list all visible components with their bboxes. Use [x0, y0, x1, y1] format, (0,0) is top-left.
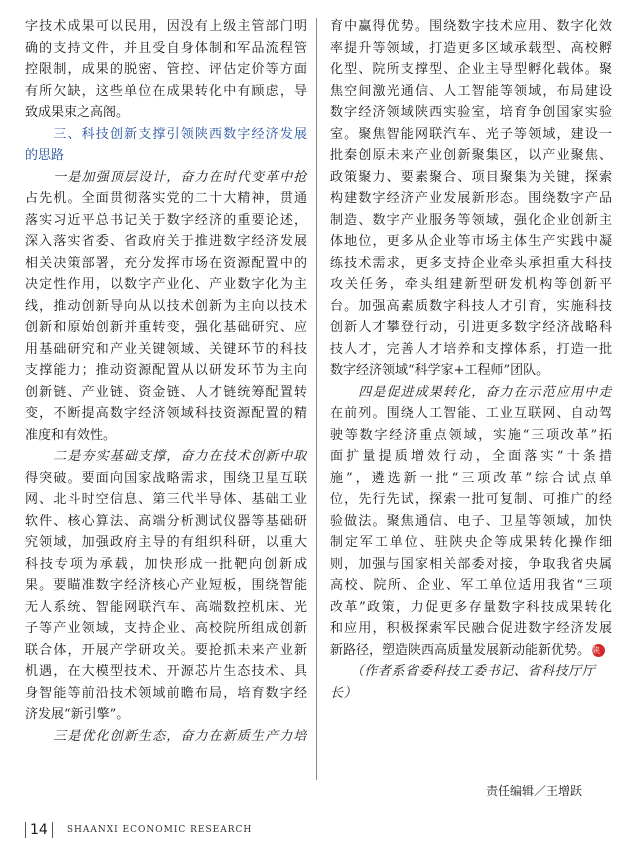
left-line: 有所欠缺，这些单位在成果转化中有顾虑，导 — [25, 83, 307, 99]
left-line: 创新和原始创新并重转变，强化基础研究、应 — [25, 320, 307, 335]
right-line: 制造、数字产业服务等领域，强化企业创新主 — [330, 212, 612, 228]
right-line: 练技术需求，更多支持企业牵头承担重大科技 — [330, 255, 612, 271]
left-line: 二是夯实基础支撑，奋力在技术创新中取 — [25, 449, 307, 464]
left-line: 得突破。要面向国家战略需求，围绕卫星互联 — [25, 470, 307, 486]
end-of-article-mark: 陕 — [592, 644, 605, 657]
right-line: 面扩量提质增效行动，全面落实“十条措 — [330, 449, 612, 464]
left-line: 确的支持文件，并且受自身体制和军品流程管 — [25, 40, 307, 56]
left-line: 深入落实省委、省政府关于推进数字经济发展 — [25, 234, 307, 249]
right-line: 驶等数字经济重点领域，实施“三项改革”拓 — [330, 427, 612, 443]
right-line: 则，加强与国家相关部委对接，争取我省央属 — [330, 556, 612, 572]
page-number: 14 — [30, 822, 48, 838]
page-footer — [25, 819, 252, 841]
right-column — [330, 16, 612, 704]
left-line: 决定性作用，以数字产业化、产业数字化为主 — [25, 277, 307, 292]
left-line: 济发展“新引擎”。 — [25, 707, 130, 722]
left-line: 字技术成果可以民用，因没有上级主管部门明 — [25, 19, 307, 34]
right-line: 技人才，完善人才培养和支撑体系，打造一批 — [330, 341, 612, 357]
left-line: 支撑能力；推动资源配置从以研发环节为主向 — [25, 363, 307, 378]
left-line: 网、北斗时空信息、第三代半导体、基础工业 — [25, 492, 307, 507]
right-line: 四是促进成果转化，奋力在示范应用中走 — [330, 384, 612, 400]
right-line: 在前列。围绕人工智能、工业互联网、自动驾 — [330, 406, 612, 421]
right-line: 制定军工单位、驻陕央企等成果转化操作细 — [330, 535, 612, 550]
right-line: 构建数字经济产业发展新形态。围绕数字产品 — [330, 191, 612, 206]
right-line: 台。加强高素质数字科技人才引育，实施科技 — [330, 298, 612, 314]
left-line: 科技专项为承载，加快形成一批靶向创新成 — [25, 556, 307, 572]
right-line: 创新人才攀登行动，引进更多数字经济战略科 — [330, 320, 612, 335]
left-line: 致成果束之高阁。 — [25, 105, 130, 120]
right-line: 化型、院所支撑型、企业主导型孵化载体。聚 — [330, 62, 612, 77]
left-line: 软件、核心算法、高端分析测试仪器等基础研 — [25, 513, 307, 529]
author-note-line: （作者系省委科技工委书记、省科技厅厅 — [330, 664, 596, 679]
right-line: 育中赢得优势。围绕数字技术应用、数字化效 — [330, 19, 612, 34]
left-line: 占先机。全面贯彻落实党的二十大精神，贯通 — [25, 191, 307, 206]
right-line: 攻关任务，牵头组建新型研发机构等创新平 — [330, 277, 612, 292]
right-line: 率提升等领域，打造更多区域承载型、高校孵 — [330, 40, 612, 56]
journal-name: SHAANXI ECONOMIC RESEARCH — [66, 825, 253, 835]
author-note-line: 长） — [330, 685, 358, 701]
left-line: 一是加强顶层设计，奋力在时代变革中抢 — [25, 169, 307, 185]
right-line: 改革”政策，力促更多存量数字科技成果转化 — [330, 599, 612, 615]
left-line: 控限制，成果的脱密、管控、评估定价等方面 — [25, 62, 307, 77]
left-line: 用基础研究和产业关键领域、关键环节的科技 — [25, 341, 307, 357]
left-line: 线，推动创新导向从以技术创新为主向以技术 — [25, 298, 307, 314]
right-line: 体地位，更多从企业等市场主体生产实践中凝 — [330, 234, 612, 249]
left-line: 落实习近平总书记关于数字经济的重要论述， — [25, 212, 307, 228]
right-line: 新路径，塑造陕西高质量发展新动能新优势。 陕 — [330, 640, 612, 662]
left-line: 子等产业领域，支持企业、高校院所组成创新 — [25, 621, 307, 636]
left-line: 创新链、产业链、资金链、人才链统筹配置转 — [25, 384, 307, 400]
right-line: 位，先行先试，探索一批可复制、可推广的经 — [330, 492, 612, 507]
right-line: 施”，遴选新一批“三项改革”综合试点单 — [330, 470, 612, 486]
column-divider — [316, 18, 317, 780]
left-line: 果。要瞄准数字经济核心产业短板，围绕智能 — [25, 578, 307, 593]
left-line: 相关决策部署，充分发挥市场在资源配置中的 — [25, 255, 307, 271]
left-line: 变，不断提高数字经济领域科技资源配置的精 — [25, 406, 307, 421]
right-line: 数字经济领域“科学家+工程师”团队。 — [330, 363, 550, 378]
right-line: 室。聚焦智能网联汽车、光子等领域，建设一 — [330, 126, 612, 142]
left-line: 的思路 — [25, 148, 65, 163]
footer-bar-left — [25, 822, 26, 838]
right-line: 验做法。聚焦通信、电子、卫星等领域，加快 — [330, 513, 612, 529]
left-line: 机遇，在大模型技术、开源芯片生态技术、具 — [25, 664, 307, 679]
right-line: 焦空间激光通信、人工智能等领域，布局建设 — [330, 83, 612, 99]
left-line: 究领域，加强政府主导的有组织科研，以重大 — [25, 535, 307, 550]
right-line: 和应用，积极探索军民融合促进数字经济发展 — [330, 621, 612, 636]
responsible-editor: 责任编辑／王增跃 — [486, 784, 583, 798]
right-line: 批秦创原未来产业创新聚集区，以产业聚焦、 — [330, 148, 612, 163]
right-line: 数字经济领域陕西实验室，培育争创国家实验 — [330, 105, 612, 120]
left-line: 三是优化创新生态，奋力在新质生产力培 — [25, 728, 307, 744]
right-line: 政策聚力、要素聚合、项目聚集为关键，探索 — [330, 169, 612, 185]
left-line: 身智能等前沿技术领域前瞻布局，培育数字经 — [25, 685, 307, 701]
left-line: 联合体，开展产学研攻关。要抢抓未来产业新 — [25, 642, 307, 658]
left-line: 无人系统、智能网联汽车、高端数控机床、光 — [25, 599, 307, 615]
left-line: 三、科技创新支撑引领陕西数字经济发展 — [25, 126, 307, 142]
left-column — [25, 16, 307, 747]
left-line: 准度和有效性。 — [25, 427, 117, 443]
right-line: 高校、院所、企业、军工单位适用我省“三项 — [330, 578, 612, 593]
footer-bar-right — [52, 822, 53, 838]
